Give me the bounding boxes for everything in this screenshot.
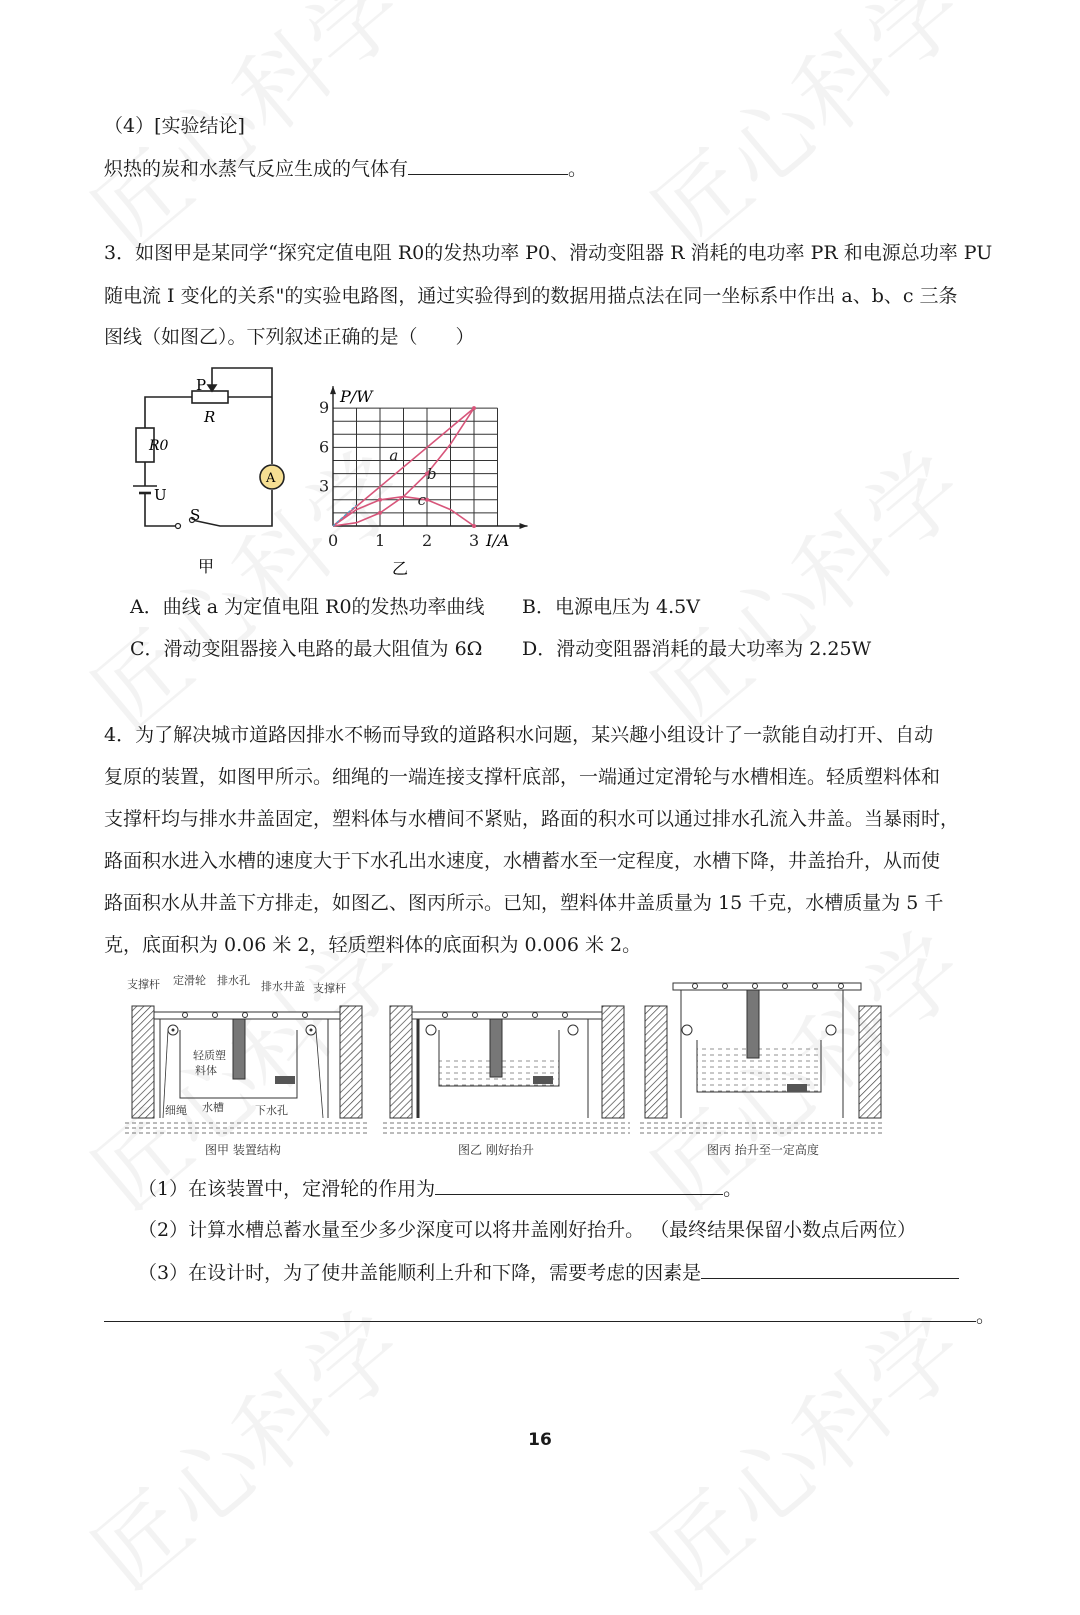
label-zhichenggan-left: 支撑杆 — [127, 978, 160, 991]
q4-sub3-continuation — [104, 1303, 995, 1328]
chart-series — [333, 406, 476, 528]
x-tick-label: 1 — [375, 531, 386, 550]
q4-sub1 — [138, 1176, 742, 1201]
chart-ylabel: P/W — [340, 387, 373, 406]
label-paishuijinggai: 排水井盖 — [261, 980, 305, 993]
x-tick-label: 3 — [469, 531, 480, 550]
option-b[interactable]: B．电源电压为 4.5V — [522, 596, 700, 618]
slider-label-p: P — [196, 376, 207, 394]
option-c[interactable]: C．滑动变阻器接入电路的最大阻值为 6Ω — [130, 638, 483, 660]
q4-line-2: 复原的装置，如图甲所示。细绳的一端连接支撑杆底部，一端通过定滑轮与水槽相连。轻质塑料体和 — [104, 766, 941, 788]
q3-line-1: 3．如图甲是某同学“探究定值电阻 R0的发热功率 P0、滑动变阻器 R 消耗的电功率 PR 和电源总功率 PU — [104, 242, 993, 264]
figure-jia — [125, 1006, 370, 1133]
q2-part4-line — [104, 156, 587, 181]
page-number: 16 — [528, 1430, 552, 1450]
label-qingzhi-2: 料体 — [195, 1064, 217, 1077]
label-xiashuikong: 下水孔 — [255, 1104, 288, 1117]
option-d[interactable]: D．滑动变阻器消耗的最大功率为 2.25W — [522, 638, 872, 660]
figure-bing — [640, 983, 885, 1133]
q4-sub2: （2）计算水槽总蓄水量至少多少深度可以将井盖刚好抬升。 （最终结果保留小数点后两位） — [138, 1219, 917, 1241]
q4-line-6: 克，底面积为 0.06 米 2，轻质塑料体的底面积为 0.006 米 2。 — [104, 934, 642, 956]
caption-bing: 图丙 抬升至一定高度 — [707, 1143, 819, 1157]
switch-label-s: S — [190, 506, 201, 524]
answer-blank[interactable] — [408, 156, 568, 175]
power-current-chart — [300, 380, 530, 580]
label-shuicao: 水槽 — [202, 1101, 224, 1114]
label-zhichenggan-right: 支撑杆 — [313, 982, 346, 995]
q4-line-1: 4．为了解决城市道路因排水不畅而导致的道路积水问题，某兴趣小组设计了一款能自动打开、自动 — [104, 724, 934, 746]
q4-line-3: 支撑杆均与排水井盖固定，塑料体与水槽间不紧贴，路面的积水可以通过排水孔流入井盖。当暴雨时， — [104, 808, 960, 830]
q4-line-4: 路面积水进入水槽的速度大于下水孔出水速度，水槽蓄水至一定程度，水槽下降，井盖抬升，从而使 — [104, 850, 941, 872]
q4-sub3-end: 。 — [976, 1305, 996, 1327]
circuit-caption: 甲 — [198, 557, 215, 576]
y-axis-arrow — [330, 386, 336, 394]
q4-sub3-text: （3）在设计时，为了使井盖能顺利上升和下降，需要考虑的因素是 — [138, 1262, 702, 1284]
q2-part4-text: 炽热的炭和水蒸气反应生成的气体有 — [104, 158, 409, 180]
chart-xlabel: I/A — [486, 531, 510, 550]
point-b — [472, 406, 476, 410]
label-dinghualun: 定滑轮 — [173, 974, 206, 987]
figure-yi — [383, 1006, 630, 1133]
chart-caption: 乙 — [392, 559, 409, 578]
answer-blank[interactable] — [104, 1303, 976, 1322]
circuit-diagram — [120, 360, 290, 585]
point-b — [378, 511, 382, 515]
rheostat-label-r: R — [204, 408, 216, 426]
caption-yi: 图乙 刚好抬升 — [458, 1143, 534, 1157]
x-axis-arrow — [520, 523, 528, 529]
q4-line-5: 路面积水从井盖下方排走，如图乙、图丙所示。已知，塑料体井盖质量为 15 千克，水槽质量为 5 千 — [104, 892, 944, 914]
ammeter-label: A — [266, 471, 276, 486]
series-label-c: c — [417, 491, 427, 510]
label-paishuikong: 排水孔 — [217, 974, 250, 987]
watermark — [621, 0, 988, 275]
q2-part4-label: （4）[实验结论] — [104, 115, 245, 137]
resistor-label-r0: R0 — [149, 438, 169, 454]
q4-sub1-end: 。 — [723, 1178, 743, 1200]
point-c — [378, 498, 382, 502]
q4-sub3 — [138, 1260, 959, 1285]
drain-device-figures — [125, 968, 885, 1163]
y-tick-label: 6 — [319, 437, 330, 457]
x-tick-label: 0 — [328, 531, 339, 550]
caption-jia: 图甲 装置结构 — [205, 1143, 281, 1157]
x-tick-label: 2 — [422, 531, 433, 550]
y-tick-label: 9 — [319, 398, 330, 418]
series-label-b: b — [427, 464, 437, 483]
q2-part4-end: 。 — [568, 158, 588, 180]
label-xisheng: 细绳 — [165, 1104, 187, 1117]
point-c — [472, 524, 476, 528]
y-tick-label: 3 — [319, 476, 330, 496]
q3-line-3: 图线（如图乙）。下列叙述正确的是（ ） — [104, 326, 475, 348]
watermark — [621, 417, 988, 755]
answer-blank[interactable] — [701, 1260, 959, 1279]
q3-line-2: 随电流 I 变化的关系"的实验电路图，通过实验得到的数据用描点法在同一坐标系中作出 a、b、c 三条 — [104, 285, 958, 307]
q4-sub1-text: （1）在该装置中，定滑轮的作用为 — [138, 1178, 436, 1200]
series-label-a: a — [389, 446, 399, 465]
label-qingzhi-1: 轻质塑 — [193, 1049, 226, 1062]
source-label-u: U — [154, 486, 167, 504]
option-a[interactable]: A．曲线 a 为定值电阻 R0的发热功率曲线 — [130, 596, 485, 618]
answer-blank[interactable] — [435, 1176, 723, 1195]
